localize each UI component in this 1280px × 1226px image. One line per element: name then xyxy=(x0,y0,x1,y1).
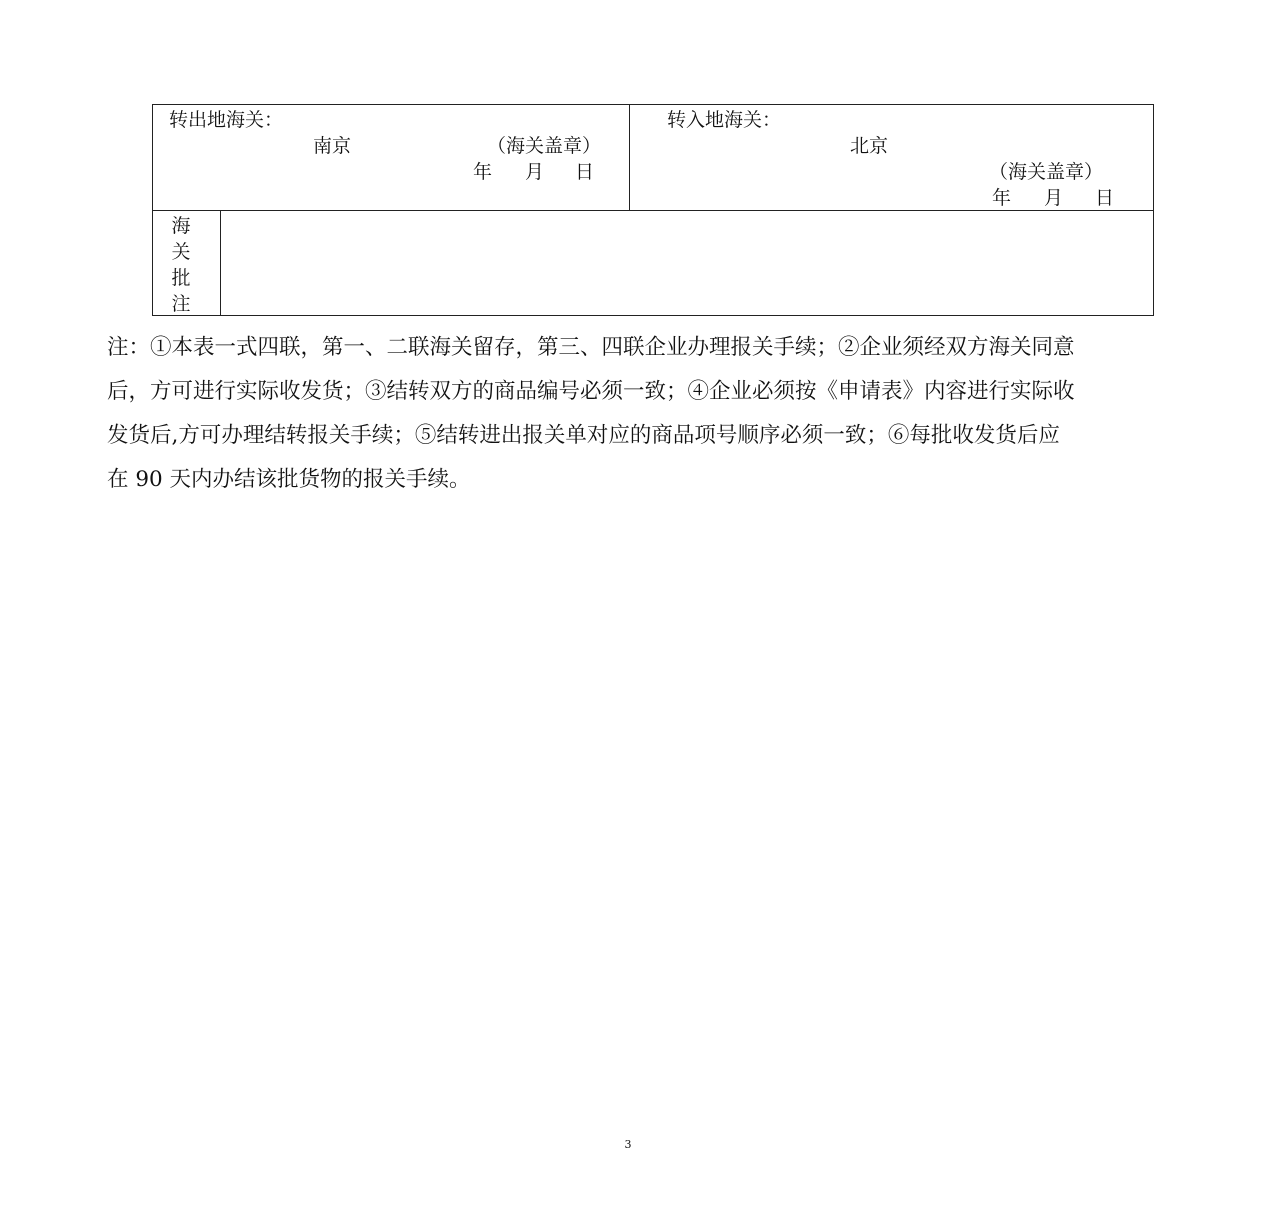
in-customs-day: 日 xyxy=(1095,187,1115,209)
out-customs-cell xyxy=(153,105,630,211)
page-number: 3 xyxy=(624,1138,632,1151)
out-customs-year: 年 xyxy=(473,161,493,183)
in-customs-cell xyxy=(630,105,1153,211)
customs-seal-row xyxy=(153,105,1153,211)
remark-label-char: 海 xyxy=(171,215,191,237)
in-customs-seal-note: （海关盖章） xyxy=(989,161,1104,183)
note-line: 发货后,方可办理结转报关手续；⑤结转进出报关单对应的商品项号顺序必须一致；⑥每批收发货后应 xyxy=(107,423,1060,448)
out-customs-month: 月 xyxy=(525,161,545,183)
remark-label-char: 批 xyxy=(171,267,191,289)
notes-paragraph xyxy=(107,326,1157,502)
in-customs-label: 转入地海关： xyxy=(667,109,782,131)
remark-label-cell xyxy=(153,211,221,315)
remark-label-char: 注 xyxy=(171,293,191,315)
remark-content-cell xyxy=(221,211,1153,315)
customs-remark-row xyxy=(153,211,1153,315)
out-customs-seal-note: （海关盖章） xyxy=(487,135,602,157)
remark-label xyxy=(169,213,193,317)
note-line: 后，方可进行实际收发货；③结转双方的商品编号必须一致；④企业必须按《申请表》内容进行实际收 xyxy=(107,379,1075,404)
in-customs-year: 年 xyxy=(992,187,1012,209)
note-line: 在 90 天内办结该批货物的报关手续。 xyxy=(107,467,471,492)
remark-label-char: 关 xyxy=(171,241,191,263)
note-line: 注：①本表一式四联，第一、二联海关留存，第三、四联企业办理报关手续；②企业须经双方海关同意 xyxy=(107,335,1075,360)
out-customs-day: 日 xyxy=(575,161,595,183)
customs-transfer-table xyxy=(152,104,1154,316)
in-customs-city: 北京 xyxy=(850,135,889,157)
out-customs-city: 南京 xyxy=(313,135,352,157)
out-customs-label: 转出地海关： xyxy=(169,109,284,131)
in-customs-month: 月 xyxy=(1044,187,1064,209)
